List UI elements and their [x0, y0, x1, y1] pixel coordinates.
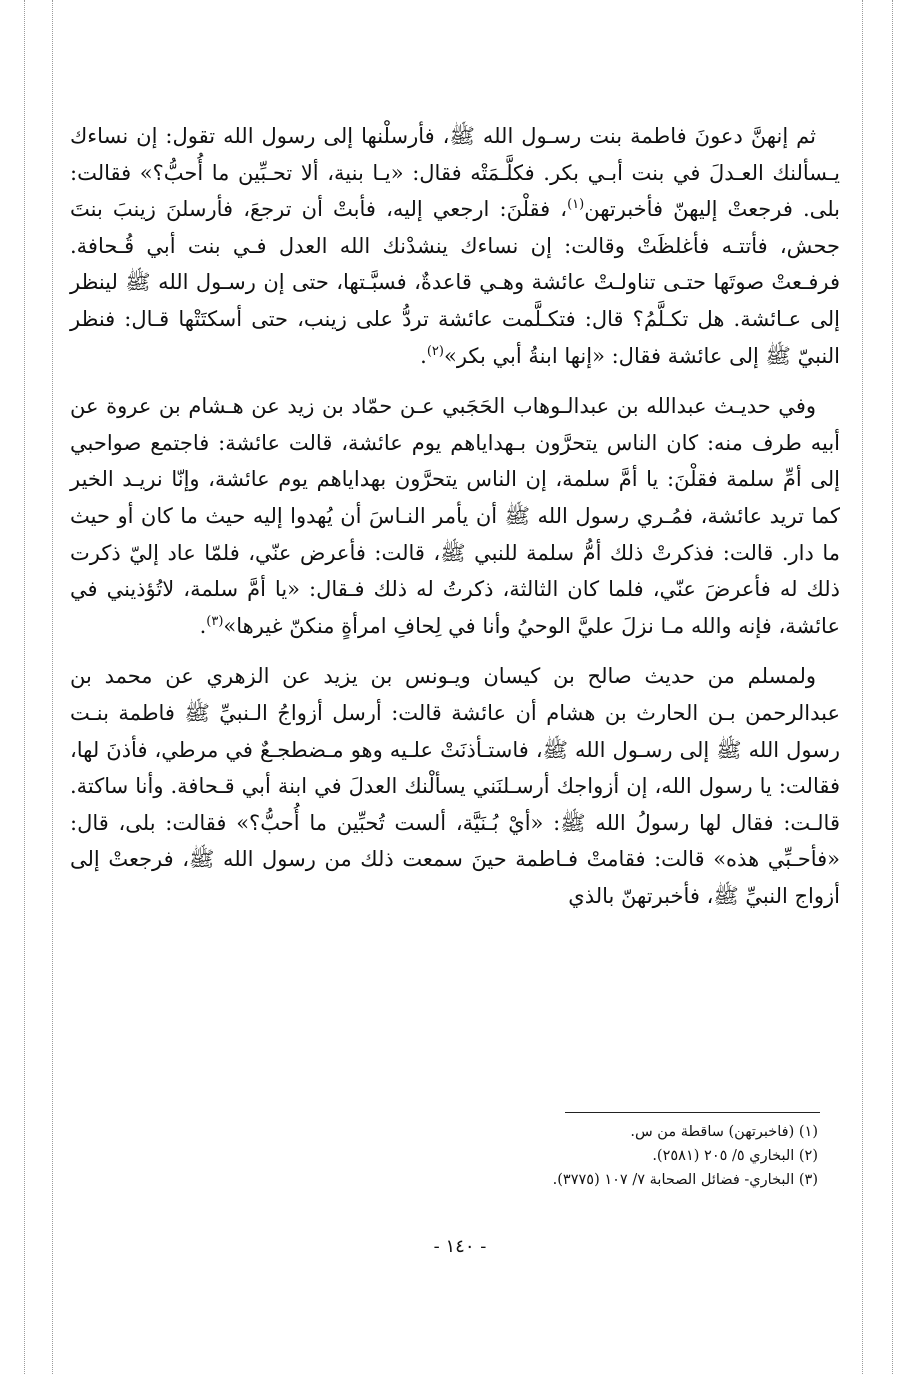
footnote-separator: [565, 1112, 820, 1113]
margin-guide-line: [862, 0, 863, 1374]
paragraph-text: ، فقلْنَ: ارجعي إليه، فأبتْ أن ترجعَ، فأرسلنَ زينبَ بنتَ جحش، فأتتـه فأغلظَتْ وقالت: إن نساءك ينشدْنك الله العدل فـي بنت أبي قُـحافة. فرفـعتْ صوتَها حتـى تناولـتْ عائشة وهـي قاعدةٌ، فسبَّـتها، حتى إن رسـول الله ﷺ لينظر إلى عـائشة. هل تكـلَّمُ؟ قال: فتكـلَّمت عائشة تردُّ على زينب، حتى أسكتَتْها قـال: فنظر النبيّ ﷺ إلى عائشة فقال: «إنها ابنةُ أبي بكر»: [70, 197, 840, 368]
paragraph: [70, 118, 840, 374]
footnote-marker: (٢): [426, 343, 444, 359]
page-number: - ١٤٠ -: [433, 1236, 487, 1257]
footnote: (١) (فاخبرتهن) ساقطة من س.: [630, 1124, 818, 1140]
footnotes: [380, 1120, 818, 1192]
paragraph-text: .: [199, 613, 207, 638]
paragraph-text: وفي حديـث عبدالله بن عبدالـوهاب الحَجَبي عـن حمّاد بن زيد عن هـشام بن عروة عن أبيه طرف منه: كان الناس يتحرَّون بـهداياهم يوم عائشة، قالت عائشة: فاجتمع صواحبي إلى أمِّ سلمة فقلْنَ: يا أمَّ سلمة، إن الناس يتحرَّون بهداياهم يوم عائشة، وإنّا نريـد الخير كما تريد عائشة، فمُـري رسول الله ﷺ أن يأمر النـاسَ أن يُهدوا إليه حيث ما كان أو حيث ما دار. قالت: فذكرتْ ذلك أمُّ سلمة للنبي ﷺ، قالت: فأعرض عنّي، فلمّا عاد إليّ ذكرت ذلك له فأعرضَ عنّي، فلما كان الثالثة، ذكرتُ له ذلك فـقال: «يا أمَّ سلمة، لاتُؤذيني في عائشة، فإنه والله مـا نزلَ عليَّ الوحيُ وأنا في لِحافِ امرأةٍ منكنّ غيرها»: [70, 394, 841, 638]
footnote: (٣) البخاري- فضائل الصحابة ٧/ ١٠٧ (٣٧٧٥).: [552, 1172, 818, 1188]
footnote-marker: (٣): [206, 613, 224, 629]
margin-guide-line: [52, 0, 53, 1374]
margin-guide-line: [892, 0, 893, 1374]
paragraph: [70, 658, 840, 914]
paragraph-text: ثم إنهنَّ دعونَ فاطمة بنت رسـول الله ﷺ، فأرسلْنها إلى رسول الله تقول: إن نساءك يـسألنك العـدلَ في بنت أبـي بكر. فكلَّـمَتْه فقال: «يـا بنية، ألا تحـبِّين ما أُحبُّ؟» فقالت: بلى. فرجعتْ إليهنّ فأخبرتهن: [70, 124, 840, 222]
footnote-marker: (١): [567, 197, 585, 213]
footnote: (٢) البخاري ٥/ ٢٠٥ (٢٥٨١).: [652, 1148, 818, 1164]
paragraph: [70, 388, 840, 644]
page-body: [70, 118, 840, 914]
paragraph-text: ولمسلم من حديث صالح بن كيسان ويـونس بن يزيد عن الزهري عن محمد بن عبدالرحمن بـن الحارث بن هشام أن عائشة قالت: أرسل أزواجُ الـنبيِّ ﷺ فاطمة بنـت رسول الله ﷺ إلى رسـول الله ﷺ، فاستـأذنَتْ علـيه وهو مـضطجـعٌ في مرطي، فأذنَ لها، فقالت: يا رسول الله، إن أزواجك أرسـلنَني يسألْنك العدلَ في ابنة أبي قـحافة. وأنا ساكتة. قالـت: فقال لها رسولُ الله ﷺ: «أيْ بُـنَيَّة، ألست تُحبِّين ما أُحبُّ؟» فقالت: بلى، قال: «فأحـبِّي هذه» قالت: فقامتْ فـاطمة حينَ سمعت ذلك من رسول الله ﷺ، فرجعتْ إلى أزواج النبيِّ ﷺ، فأخبرتهنّ بالذي: [70, 664, 841, 908]
margin-guide-line: [24, 0, 25, 1374]
paragraph-text: .: [420, 343, 427, 368]
